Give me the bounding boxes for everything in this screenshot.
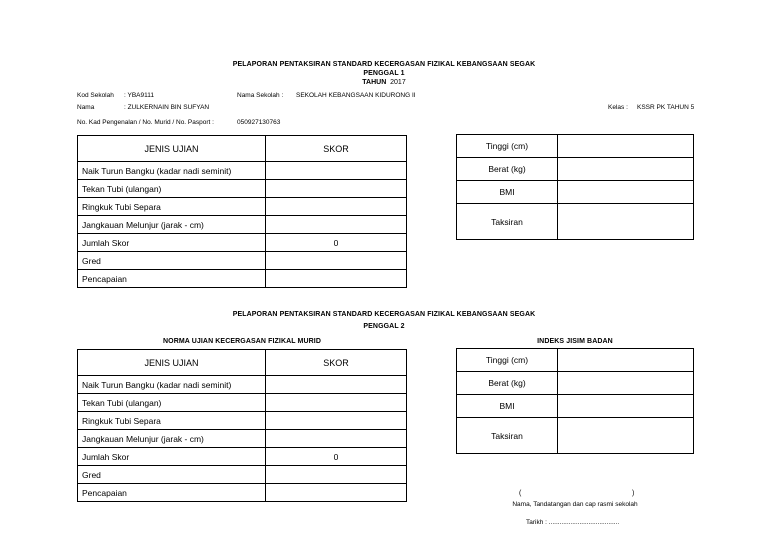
- nama-sekolah-label: Nama Sekolah :: [237, 92, 284, 99]
- test-label: Naik Turun Bangku (kadar nadi seminit): [78, 162, 266, 180]
- test-score: [266, 430, 407, 448]
- test-score: [266, 466, 407, 484]
- body-label: BMI: [457, 181, 558, 204]
- test-label: Pencapaian: [78, 484, 266, 502]
- table-row: [457, 395, 694, 418]
- fitness-table-penggal-1: [77, 135, 407, 288]
- test-score: [266, 216, 407, 234]
- table-row: [457, 372, 694, 395]
- body-label: Berat (kg): [457, 158, 558, 181]
- body-value: [558, 204, 694, 240]
- signature-caption: Nama, Tandatangan dan cap rasmi sekolah: [512, 501, 638, 508]
- body-label: Tinggi (cm): [457, 135, 558, 158]
- norma-title: NORMA UJIAN KECERGASAN FIZIKAL MURID: [163, 338, 321, 345]
- body-label: Tinggi (cm): [457, 349, 558, 372]
- table-row: [78, 252, 407, 270]
- table-header-row: [78, 136, 407, 162]
- table-row: [78, 394, 407, 412]
- header-jenis-ujian: JENIS UJIAN: [78, 136, 266, 162]
- test-label: Ringkuk Tubi Separa: [78, 198, 266, 216]
- report1-penggal: PENGGAL 1: [363, 70, 405, 77]
- body-label: BMI: [457, 395, 558, 418]
- test-score: [266, 270, 407, 288]
- test-score: 0: [266, 448, 407, 466]
- table-row: [78, 430, 407, 448]
- test-score: 0: [266, 234, 407, 252]
- table-row: [78, 448, 407, 466]
- header-skor: SKOR: [266, 350, 407, 376]
- table-row: [78, 180, 407, 198]
- report2-penggal: PENGGAL 2: [363, 323, 405, 330]
- test-score: [266, 376, 407, 394]
- body-value: [558, 158, 694, 181]
- tahun-value: 2017: [390, 79, 406, 86]
- body-index-table-penggal-1: [456, 134, 694, 240]
- signature-paren-open: (: [519, 490, 522, 497]
- kod-sekolah-value: : YBA9111: [124, 92, 154, 99]
- kod-sekolah-label: Kod Sekolah: [77, 92, 114, 99]
- report2-title: PELAPORAN PENTAKSIRAN STANDARD KECERGASAN FIZIKAL KEBANGSAAN SEGAK: [232, 311, 536, 318]
- body-index-table-penggal-2: [456, 348, 694, 454]
- body-label: Taksiran: [457, 204, 558, 240]
- table-row: [78, 162, 407, 180]
- body-label: Berat (kg): [457, 372, 558, 395]
- table-row: [78, 270, 407, 288]
- body-value: [558, 135, 694, 158]
- table-row: [457, 181, 694, 204]
- test-score: [266, 162, 407, 180]
- table-row: [78, 376, 407, 394]
- report1-title: PELAPORAN PENTAKSIRAN STANDARD KECERGASAN FIZIKAL KEBANGSAAN SEGAK: [232, 61, 536, 68]
- table-row: [78, 466, 407, 484]
- kad-label: No. Kad Pengenalan / No. Murid / No. Pasport :: [77, 119, 214, 126]
- test-score: [266, 252, 407, 270]
- test-score: [266, 198, 407, 216]
- table-row: [78, 198, 407, 216]
- test-label: Ringkuk Tubi Separa: [78, 412, 266, 430]
- table-row: [457, 418, 694, 454]
- test-label: Naik Turun Bangku (kadar nadi seminit): [78, 376, 266, 394]
- table-row: [457, 158, 694, 181]
- body-value: [558, 395, 694, 418]
- test-label: Jangkauan Melunjur (jarak - cm): [78, 430, 266, 448]
- fitness-table-penggal-2: [77, 349, 407, 502]
- table-row: [457, 135, 694, 158]
- nama-value: : ZULKERNAIN BIN SUFYAN: [124, 104, 210, 111]
- header-jenis-ujian: JENIS UJIAN: [78, 350, 266, 376]
- test-score: [266, 394, 407, 412]
- table-row: [457, 204, 694, 240]
- test-label: Jangkauan Melunjur (jarak - cm): [78, 216, 266, 234]
- tahun-label: TAHUN: [362, 79, 387, 86]
- table-row: [457, 349, 694, 372]
- indeks-title: INDEKS JISIM BADAN: [537, 338, 613, 345]
- kad-value: 050927130763: [237, 119, 281, 126]
- table-header-row: [78, 350, 407, 376]
- header-skor: SKOR: [266, 136, 407, 162]
- tarikh-line: Tarikh : .......................................: [526, 519, 620, 526]
- kelas-value: KSSR PK TAHUN 5: [637, 104, 695, 111]
- test-score: [266, 412, 407, 430]
- nama-label: Nama: [77, 104, 95, 111]
- body-value: [558, 181, 694, 204]
- table-row: [78, 412, 407, 430]
- table-row: [78, 216, 407, 234]
- test-score: [266, 180, 407, 198]
- test-score: [266, 484, 407, 502]
- test-label: Jumlah Skor: [78, 448, 266, 466]
- report1-tahun: [0, 79, 768, 86]
- table-row: [78, 234, 407, 252]
- test-label: Tekan Tubi (ulangan): [78, 180, 266, 198]
- body-label: Taksiran: [457, 418, 558, 454]
- body-value: [558, 349, 694, 372]
- test-label: Gred: [78, 466, 266, 484]
- body-value: [558, 418, 694, 454]
- signature-paren-close: ): [632, 490, 635, 497]
- test-label: Tekan Tubi (ulangan): [78, 394, 266, 412]
- test-label: Jumlah Skor: [78, 234, 266, 252]
- table-row: [78, 484, 407, 502]
- body-value: [558, 372, 694, 395]
- test-label: Gred: [78, 252, 266, 270]
- test-label: Pencapaian: [78, 270, 266, 288]
- nama-sekolah-value: SEKOLAH KEBANGSAAN KIDURONG II: [296, 92, 416, 99]
- kelas-label: Kelas :: [608, 104, 628, 111]
